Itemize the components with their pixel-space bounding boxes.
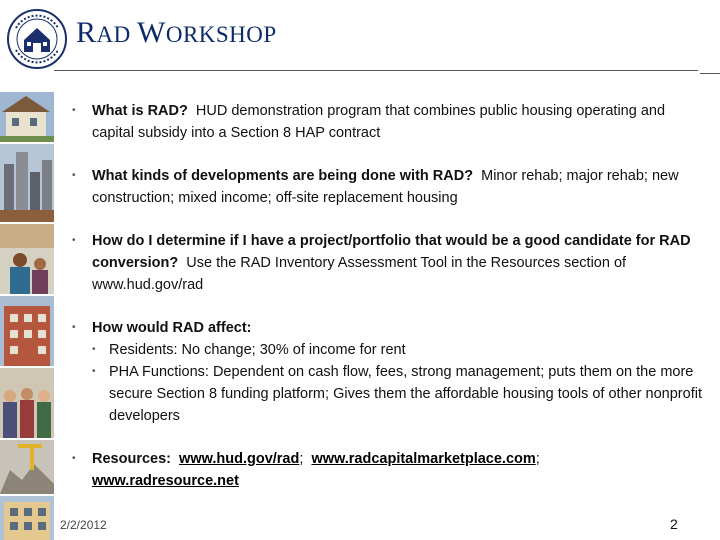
answer: Minor rehab; major rehab; new construction; mixed income; off-site replacement housing [92,168,679,206]
bullet-kinds-of-developments [72,165,704,209]
question: What is RAD? [92,103,188,119]
slide-content [72,100,704,513]
photo-strip [0,92,54,540]
residents-photo [0,224,54,294]
bullet-determine-candidate [72,230,704,296]
brick-building-photo [0,296,54,366]
title-rest-ad: AD [96,22,137,47]
link-hud-gov-rad[interactable]: www.hud.gov/rad [179,451,300,467]
bullet-resources: • Resources: www.hud.gov/rad; www.radcapitalmarketplace.com; www.radresource.net [72,448,704,492]
header-divider [54,70,698,71]
question: How would RAD affect: [92,320,252,336]
question: What kinds of developments are being done with RAD? [92,168,474,184]
sub-bullet-pha-functions: • PHA Functions: Dependent on cash flow, fees, strong management; puts them on the more secure Section 8 funding platform; Gives them the affordable housing tools of other nonprofit developers [92,361,704,427]
bullet-how-would-rad-affect [72,317,704,427]
title-letter-r: R [76,16,97,49]
bullet-what-is-rad [72,100,704,144]
answer: HUD demonstration program that combines public housing operating and capital subsidy into a Section 8 HAP contract [92,103,666,141]
title-letter-w: W [137,16,166,49]
house-photo [0,92,54,142]
group-photo [0,368,54,438]
sub-bullet-residents: • Residents: No change; 30% of income for rent [92,339,704,361]
header-divider-tail [700,73,720,74]
hud-seal-logo [6,8,68,70]
question: How do I determine if I have a project/portfolio that would be a good candidate for RAD conversion? [92,233,691,271]
demolition-photo [0,440,54,494]
page-number: 2 [670,516,678,532]
slide-title [76,16,277,50]
resources-label: Resources: [92,451,171,467]
link-radresource[interactable]: www.radresource.net [92,473,239,489]
hud-seal-icon [6,8,68,70]
answer: Use the RAD Inventory Assessment Tool in the Resources section of www.hud.gov/rad [92,255,627,293]
footer-date: 2/2/2012 [60,518,107,532]
city-skyline-photo [0,144,54,222]
title-rest-orkshop: ORKSHOP [165,22,277,47]
sub-bullet-list [92,339,704,427]
link-radcapitalmarketplace[interactable]: www.radcapitalmarketplace.com [311,451,536,467]
new-construction-photo [0,496,54,540]
